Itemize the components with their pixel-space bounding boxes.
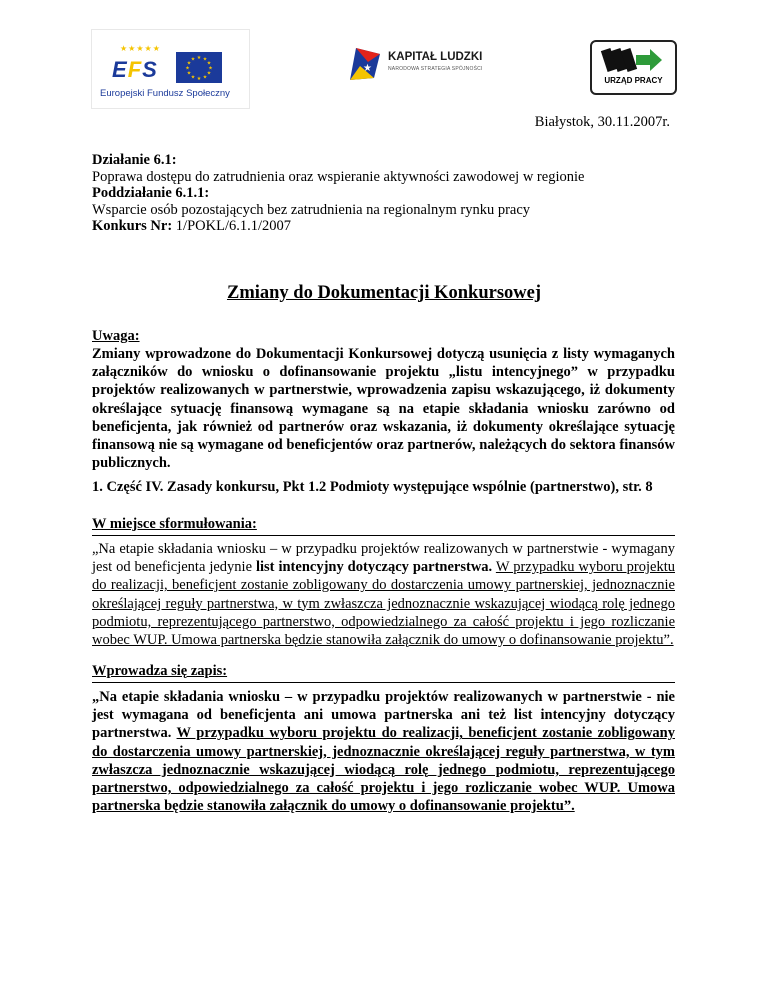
efs-caption: Europejski Fundusz Społeczny <box>100 88 230 99</box>
svg-text:★: ★ <box>190 56 196 63</box>
new-text-underlined: W przypadku wyboru projektu do realizacji, beneficjent zostanie zobligowany do dostarczenia umowy partnerskiej, jednoznacznie określającej reguły partnerstwa, w tym zwłaszcza jednoznacznie wskazującej wiodącą rolę jednego podmiotu, reprezentującego partnerstwo, odpowiedzialnego za całość projektu i jego rozliczanie wobec WUP. Umowa partnerska będzie stanowiła załącznik do umowy o dofinansowanie projektu”. <box>92 725 675 815</box>
kapital-ludzki-logo <box>336 30 496 106</box>
urzad-pracy-label: URZĄD PRACY <box>604 76 663 85</box>
svg-text:★: ★ <box>196 55 202 61</box>
svg-text:★: ★ <box>363 63 372 74</box>
competition-header <box>92 152 682 235</box>
efs-logo <box>91 29 250 109</box>
uwaga-label: Uwaga: <box>92 328 140 344</box>
konkurs-value: 1/POKL/6.1.1/2007 <box>172 218 291 234</box>
divider-old <box>92 535 675 536</box>
poddzialanie-text: Wsparcie osób pozostających bez zatrudnienia na regionalnym rynku pracy <box>92 201 531 218</box>
eu-flag-icon <box>176 52 222 83</box>
svg-text:★: ★ <box>186 60 192 67</box>
old-text-bold: list intencyjny dotyczący partnerstwa. <box>255 559 493 576</box>
svg-text:★: ★ <box>202 56 208 63</box>
place-date: Białystok, 30.11.2007r. <box>534 114 670 130</box>
svg-text:★: ★ <box>208 65 213 72</box>
old-text-part1: „Na etapie składania wniosku – w przypadku projektów realizowanych w partnerstwie - wymagany jest od beneficjenta jedynie <box>92 541 675 576</box>
new-wording-label: Wprowadza się zapis: <box>92 663 228 679</box>
efs-letter-s: S <box>142 57 158 82</box>
efs-logo-mark <box>112 57 158 83</box>
svg-text:★: ★ <box>196 76 202 82</box>
svg-text:★: ★ <box>185 65 190 72</box>
dzialanie-label: Działanie 6.1: <box>92 152 177 168</box>
dzialanie-text: Poprawa dostępu do zatrudnienia oraz wspieranie aktywności zawodowej w regionie <box>92 168 585 185</box>
svg-text:★: ★ <box>190 74 196 81</box>
urzad-pracy-logo <box>590 40 677 95</box>
kapital-ludzki-subtitle: NARODOWA STRATEGIA SPÓJNOŚCI <box>388 66 483 72</box>
old-wording-label: W miejsce sformułowania: <box>92 516 257 532</box>
svg-text:★: ★ <box>202 74 208 81</box>
section-1-heading: 1. Część IV. Zasady konkursu, Pkt 1.2 Podmioty występujące wspólnie (partnerstwo), str. 8 <box>92 479 653 495</box>
svg-text:★: ★ <box>206 60 212 67</box>
svg-text:★: ★ <box>206 70 212 77</box>
efs-stars-icon: ★★★★★ <box>120 44 161 53</box>
new-wording-text <box>92 688 675 815</box>
efs-letter-e: E <box>112 57 128 82</box>
kapital-ludzki-emblem-icon <box>346 44 384 82</box>
kapital-ludzki-title: KAPITAŁ LUDZKI <box>388 51 483 63</box>
poddzialanie-label: Poddziałanie 6.1.1: <box>92 185 210 201</box>
uwaga-text: Zmiany wprowadzone do Dokumentacji Konkursowej dotyczą usunięcia z listy wymaganych załączników do wniosku o dofinansowanie projektu „listu intencyjnego” w przypadku projektów realizowanych w partnerstwie, wprowadzenia zapisu wskazującego, iż dokumenty określające sytuację finansową wymagane są na etapie składania wniosku zarówno od beneficjenta, jak również od partnerów oraz wskazania, iż dokumenty określające sytuację finansową nie są wymagane od beneficjentów oraz partnerów, należących do sektora finansów publicznych. <box>92 346 675 472</box>
new-text-part1: „Na etapie składania wniosku – w przypadku projektów realizowanych w partnerstwie - nie jest wymagana od beneficjenta ani umowa partnerska ani też list intencyjny dotyczący partnerstwa. <box>92 689 675 742</box>
efs-letter-f: F <box>127 57 143 82</box>
document-title: Zmiany do Dokumentacji Konkursowej <box>226 283 541 303</box>
svg-text:★: ★ <box>186 70 192 77</box>
old-wording-text <box>92 540 675 649</box>
urzad-pracy-arrow-icon <box>600 45 666 75</box>
konkurs-label: Konkurs Nr: <box>92 218 173 234</box>
old-text-underlined: W przypadku wyboru projektu do realizacji, beneficjent zostanie zobligowany do dostarczenia umowy partnerskiej, jednoznacznie określającej reguły partnerstwa, w tym zwłaszcza jednoznacznie wskazującej wiodącą rolę jednego podmiotu, reprezentującego partnerstwo, odpowiedzialnego za całość projektu i jego rozliczanie wobec WUP. Umowa partnerska będzie stanowiła załącznik do umowy o dofinansowanie projektu”. <box>92 559 675 649</box>
divider-new <box>92 682 675 683</box>
